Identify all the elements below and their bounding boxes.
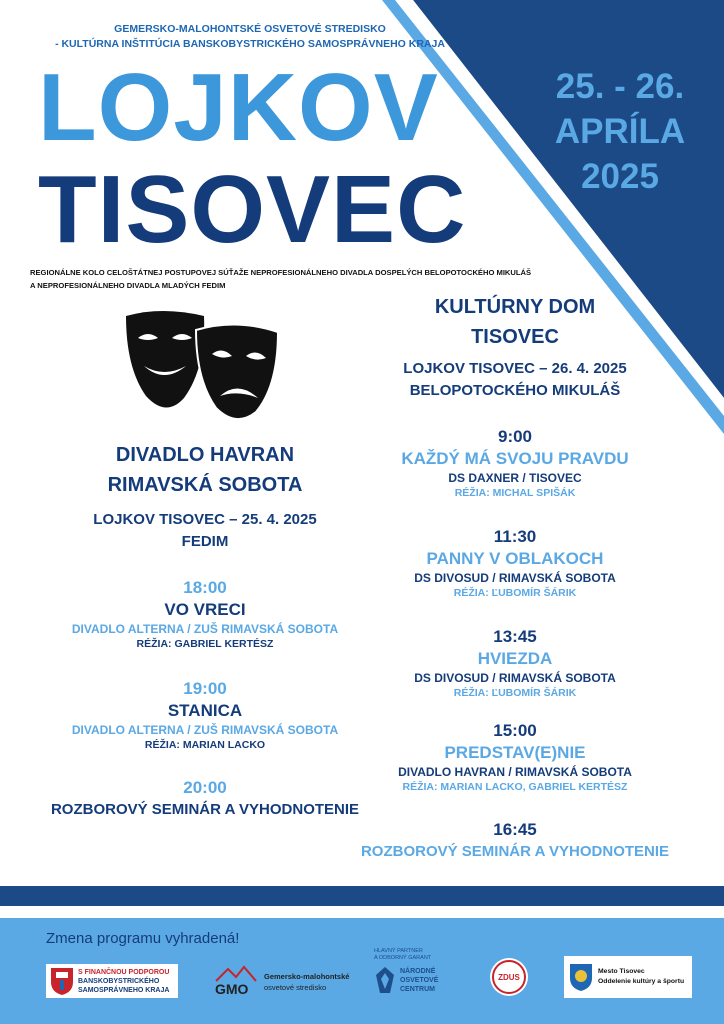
noc-logo: [374, 948, 466, 1018]
left-item-1-title: VO VRECI: [164, 600, 246, 619]
right-item-4-time: 15:00: [493, 721, 537, 740]
left-event-line2: FEDIM: [181, 533, 229, 550]
zdus-mark: ZDUS: [498, 972, 520, 982]
gmo-mark: GMO: [215, 981, 249, 997]
right-item-1-director: RÉŽIA: MICHAL SPIŠÁK: [454, 487, 576, 499]
noc-emblem-icon: [374, 965, 396, 995]
theatre-masks-icon: [122, 308, 282, 424]
noc-caption2: A ODBORNÝ GARANT: [374, 955, 432, 961]
right-venue-line1: KULTÚRNY DOM: [434, 296, 596, 318]
program-change-note: Zmena programu vyhradená!: [46, 930, 240, 947]
gmo-line1: Gemersko-malohontské: [264, 972, 350, 981]
left-closing-title: ROZBOROVÝ SEMINÁR A VYHODNOTENIE: [50, 801, 360, 818]
left-event-line1: LOJKOV TISOVEC – 25. 4. 2025: [93, 511, 317, 528]
gmo-line2: osvetové stredisko: [264, 983, 327, 992]
right-item-4: [330, 720, 700, 795]
left-item-1-time: 18:00: [183, 578, 227, 597]
noc-line2: OSVETOVÉ: [400, 976, 439, 984]
right-item-3-ensemble: DS DIVOSUD / RIMAVSKÁ SOBOTA: [414, 671, 616, 685]
bbsk-crest-icon: [49, 966, 75, 996]
title-tisovec: TISOVEC: [38, 156, 467, 263]
dates-line3: 2025: [581, 157, 659, 196]
right-item-4-ensemble: DIVADLO HAVRAN / RIMAVSKÁ SOBOTA: [398, 765, 632, 779]
right-closing: [330, 819, 700, 863]
bbsk-line3: SAMOSPRÁVNEHO KRAJA: [78, 986, 170, 994]
right-item-1-ensemble: DS DAXNER / TISOVEC: [448, 471, 582, 485]
right-item-3-time: 13:45: [493, 627, 537, 646]
organizer-line2: - KULTÚRNA INŠTITÚCIA BANSKOBYSTRICKÉHO SAMOSPRÁVNEHO KRAJA: [55, 38, 445, 50]
bbsk-logo: [46, 964, 178, 998]
right-closing-time: 16:45: [493, 820, 537, 839]
bbsk-line2: BANSKOBYSTRICKÉHO: [78, 977, 160, 985]
organizer-line1: GEMERSKO-MALOHONTSKÉ OSVETOVÉ STREDISKO: [114, 23, 386, 35]
right-item-2: [330, 526, 700, 601]
footer-divider-band: [0, 886, 724, 906]
subtitle-line1: REGIONÁLNE KOLO CELOŠTÁTNEJ POSTUPOVEJ SÚŤAŽE NEPROFESIONÁLNEHO DIVADLA DOSPELÝCH BELOPOTOCKÉHO MIKULÁŠ: [30, 268, 532, 277]
tisovec-line2: Oddelenie kultúry a športu: [598, 978, 685, 985]
right-event-line1: LOJKOV TISOVEC – 26. 4. 2025: [403, 360, 627, 377]
zdus-logo: [490, 958, 528, 996]
left-venue-line2: RIMAVSKÁ SOBOTA: [107, 474, 303, 496]
right-closing-title: ROZBOROVÝ SEMINÁR A VYHODNOTENIE: [360, 843, 670, 860]
bbsk-line1: S FINANČNOU PODPOROU: [78, 968, 170, 976]
tisovec-crest-icon: [568, 962, 594, 992]
right-event-line2: BELOPOTOCKÉHO MIKULÁŠ: [409, 382, 621, 399]
right-item-1: [330, 426, 700, 501]
title-lojkov: LOJKOV: [38, 54, 439, 161]
tisovec-logo: [564, 956, 692, 998]
right-item-1-time: 9:00: [497, 427, 533, 446]
dates-line2: APRÍLA: [554, 112, 686, 151]
noc-line1: NÁRODNÉ: [400, 967, 436, 975]
right-item-4-director: RÉŽIA: MARIAN LACKO, GABRIEL KERTÉSZ: [402, 781, 628, 793]
left-item-2-time: 19:00: [183, 679, 227, 698]
right-item-2-time: 11:30: [493, 527, 537, 546]
left-item-1-ensemble: DIVADLO ALTERNA / ZUŠ RIMAVSKÁ SOBOTA: [71, 622, 339, 636]
right-item-2-title: PANNY V OBLAKOCH: [426, 549, 604, 568]
right-item-4-title: PREDSTAV(E)NIE: [444, 743, 586, 762]
left-item-1-director: RÉŽIA: GABRIEL KERTÉSZ: [136, 638, 274, 650]
competition-subtitle: [30, 266, 630, 292]
right-item-3-title: HVIEZDA: [477, 649, 553, 668]
left-item-2-director: RÉŽIA: MARIAN LACKO: [144, 739, 266, 751]
gmo-mountain-icon: [212, 963, 260, 983]
right-item-2-director: RÉŽIA: ĽUBOMÍR ŠÁRIK: [453, 587, 577, 599]
left-item-2-title: STANICA: [167, 701, 243, 720]
organizer-header: [40, 22, 460, 52]
right-venue-line2: TISOVEC: [471, 326, 559, 348]
tisovec-line1: Mesto Tisovec: [598, 968, 645, 975]
right-event: [330, 358, 700, 402]
festival-dates: [520, 64, 720, 199]
right-item-1-title: KAŽDÝ MÁ SVOJU PRAVDU: [401, 449, 629, 468]
left-venue-line1: DIVADLO HAVRAN: [115, 444, 295, 466]
subtitle-line2: A NEPROFESIONÁLNEHO DIVADLA MLADÝCH FEDIM: [30, 281, 226, 290]
right-item-2-ensemble: DS DIVOSUD / RIMAVSKÁ SOBOTA: [414, 571, 616, 585]
right-item-3: [330, 626, 700, 701]
noc-caption1: HLAVNÝ PARTNER: [374, 948, 423, 954]
right-venue: [330, 292, 700, 352]
dates-line1: 25. - 26.: [555, 67, 685, 106]
right-item-3-director: RÉŽIA: ĽUBOMÍR ŠÁRIK: [453, 687, 577, 699]
left-closing-time: 20:00: [183, 778, 227, 797]
gmo-logo: [212, 962, 349, 1002]
left-item-2-ensemble: DIVADLO ALTERNA / ZUŠ RIMAVSKÁ SOBOTA: [71, 723, 339, 737]
noc-line3: CENTRUM: [400, 985, 435, 993]
footer: [0, 918, 724, 1024]
